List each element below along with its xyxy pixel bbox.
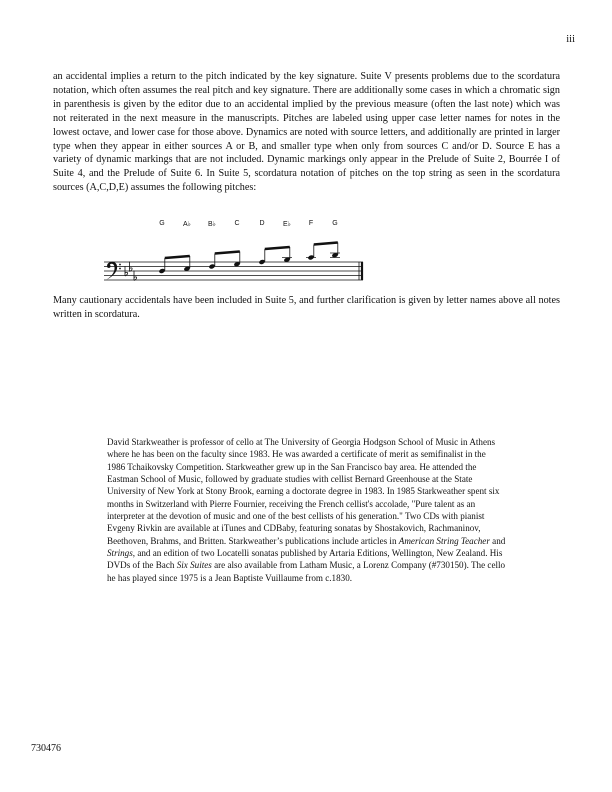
catalog-number: 730476 [31, 743, 61, 754]
music-staff [100, 220, 370, 300]
publication-title: American String Teacher [398, 535, 490, 546]
note-label: E♭ [283, 221, 291, 228]
note-label: F [308, 220, 314, 227]
note-label: C [234, 220, 240, 227]
note-label: D [259, 220, 265, 227]
bio-text: and [489, 535, 506, 546]
staff-lines [104, 262, 363, 280]
dvd-title: Six Suites [176, 560, 212, 571]
beam [215, 252, 240, 254]
bio-text: , and an edition of two Locatelli sonatas published by Artaria Editions, Wellington, New Zealand. His DVDs of the Bach [107, 548, 503, 571]
author-bio [107, 436, 506, 584]
publication-title: Strings [107, 548, 133, 559]
beam [165, 256, 190, 258]
intro-paragraph: an accidental implies a return to the pitch indicated by the key signature. Suite V presents problems due to the scordatura notation, which often assumes the real pitch and key signature. There are additionally some cases in which a chromatic sign in parenthesis is given by the editor due to an accidental implied by the previous measure (often the last note) which was not reiterated in the next measure in the manuscripts. Pitches are labeled using upper case letter names for notes in the lowest octave, and lower case for those above. Dynamics are noted with source letters, and additionally are printed in larger type when they appear in either sources A or B, and smaller type when only from sources C and/or D. Source E has a variety of dynamic markings that are not included. Dynamic markings only appear in the Prelude of Suite 2, Bourrée I of Suite 4, and the Prelude of Suite 6. In Suite 5, scordatura notation of pitches on the top string as seen in the scordatura sources (A,C,D,E) assumes the following pitches: [53, 71, 560, 194]
note-label: G [159, 220, 165, 227]
page-number: iii [566, 34, 575, 45]
note-label: G [332, 220, 338, 227]
bio-text: are also available from Latham Music, a Lorenz Company (#730150). The cello he has played since 1975 is a Jean Baptiste Vuillaume from c.1830. [107, 560, 506, 583]
beam [265, 247, 290, 249]
after-paragraph: Many cautionary accidentals have been included in Suite 5, and further clarification is given by letter names above all notes written in scordatura. [53, 295, 560, 320]
note-label: A♭ [183, 221, 191, 228]
note-label: B♭ [208, 221, 216, 228]
bio-text: David Starkweather is professor of cello at The University of Georgia Hodgson School of Music in Athens where he has been on the faculty since 1983. He was awarded a certificate of merit as semifinalist in the 1986 Tchaikovsky Competition. Starkweather grew up in the San Francisco bay area. He attended the Eastman School of Music, followed by graduate studies with cellist Bernard Greenhouse at the State University of New York at Stony Brook, earning a doctorate degree in 1983. In 1985 Starkweather spent six months in Switzerland with Pierre Fournier, receiving the French cellist's accolade, "Pure talent as an interpreter at the devotion of music and one of the best cellists of his generation." Two CDs with pianist Evgeny Rivkin are available at iTunes and CDBaby, featuring sonatas by Shostakovich, Rachmaninov, Beethoven, Brahms, and Britten. Starkweather’s publications include articles in [107, 437, 500, 546]
music-example [100, 220, 370, 300]
beam [314, 243, 338, 245]
